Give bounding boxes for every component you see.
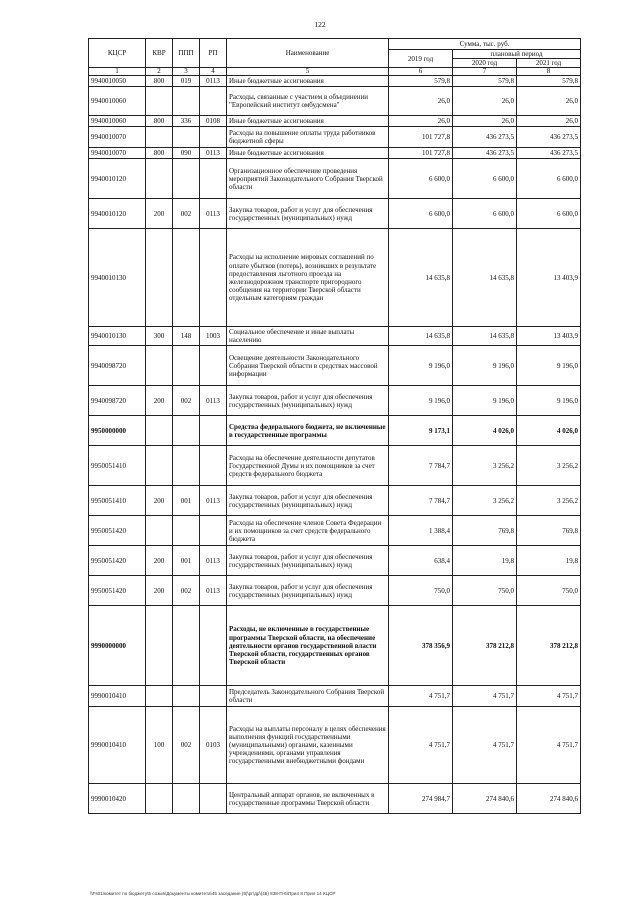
cell-value-2019: 101 727,8 <box>389 148 453 159</box>
cell-rp: 0108 <box>200 116 227 127</box>
cell-ppp: 002 <box>173 576 200 606</box>
cell-name: Закупка товаров, работ и услуг для обеспечения государственных (муниципальных) нужд <box>227 199 389 229</box>
cell-rp <box>200 87 227 116</box>
cell-rp <box>200 346 227 386</box>
cell-name: Организационное обеспечение проведения мероприятий Законодательного Собрания Тверской области <box>227 159 389 199</box>
cell-kvr: 800 <box>146 76 173 87</box>
cell-value-2020: 9 196,0 <box>453 386 517 416</box>
table-row <box>89 346 581 386</box>
cell-kcsr: 9990010410 <box>89 707 146 784</box>
cell-value-2021: 3 256,2 <box>517 486 581 516</box>
cell-ppp: 002 <box>173 707 200 784</box>
cell-kvr: 800 <box>146 148 173 159</box>
cell-name: Освещение деятельности Законодательного Собрания Тверской области в средствах массовой информации <box>227 346 389 386</box>
column-index: 8 <box>517 68 581 76</box>
cell-rp <box>200 686 227 707</box>
cell-value-2021: 436 273,5 <box>517 148 581 159</box>
cell-kvr: 200 <box>146 386 173 416</box>
cell-name: Расходы на исполнение мировых соглашений по оплате убытков (потерь), возникших в результате предоставления льготного проезда на железнодорожном транспорте пригородного сообщения на территории Тверской области отдельным категориям граждан <box>227 229 389 327</box>
cell-value-2019: 7 784,7 <box>389 486 453 516</box>
cell-kvr <box>146 229 173 327</box>
column-index-row <box>89 68 581 76</box>
cell-value-2021: 4 751,7 <box>517 686 581 707</box>
cell-rp <box>200 784 227 814</box>
table-row <box>89 87 581 116</box>
header-kcsr: КЦСР <box>89 39 146 68</box>
table-row <box>89 127 581 148</box>
cell-kcsr: 9940010060 <box>89 87 146 116</box>
cell-kvr <box>146 87 173 116</box>
cell-value-2020: 436 273,5 <box>453 127 517 148</box>
column-index: 6 <box>389 68 453 76</box>
cell-value-2021: 750,0 <box>517 576 581 606</box>
cell-ppp: 019 <box>173 76 200 87</box>
cell-kcsr: 9940010120 <box>89 199 146 229</box>
cell-kvr <box>146 784 173 814</box>
cell-ppp: 336 <box>173 116 200 127</box>
cell-kcsr: 9990010410 <box>89 686 146 707</box>
cell-kcsr: 9950051420 <box>89 516 146 546</box>
cell-value-2019: 6 600,0 <box>389 199 453 229</box>
header-sum: Сумма, тыс. руб. <box>389 39 581 50</box>
cell-value-2020: 6 600,0 <box>453 159 517 199</box>
cell-value-2019: 26,0 <box>389 87 453 116</box>
cell-value-2019: 378 356,9 <box>389 606 453 686</box>
cell-value-2019: 579,8 <box>389 76 453 87</box>
table-row <box>89 446 581 486</box>
cell-value-2020: 750,0 <box>453 576 517 606</box>
cell-value-2019: 750,0 <box>389 576 453 606</box>
table-row <box>89 784 581 814</box>
cell-ppp <box>173 127 200 148</box>
table-row <box>89 686 581 707</box>
cell-value-2021: 26,0 <box>517 87 581 116</box>
cell-ppp: 148 <box>173 327 200 346</box>
cell-value-2020: 6 600,0 <box>453 199 517 229</box>
cell-kcsr: 9940010060 <box>89 116 146 127</box>
cell-rp: 0113 <box>200 199 227 229</box>
cell-rp: 0103 <box>200 707 227 784</box>
column-index: 4 <box>200 68 227 76</box>
header-rp: РП <box>200 39 227 68</box>
header-kvr: КВР <box>146 39 173 68</box>
cell-kcsr: 9950051410 <box>89 486 146 516</box>
cell-name: Иные бюджетные ассигнования <box>227 148 389 159</box>
table-row <box>89 159 581 199</box>
cell-rp: 0113 <box>200 576 227 606</box>
cell-value-2021: 6 600,0 <box>517 199 581 229</box>
cell-kvr <box>146 446 173 486</box>
cell-rp: 0113 <box>200 486 227 516</box>
cell-rp <box>200 516 227 546</box>
cell-value-2019: 9 196,0 <box>389 386 453 416</box>
cell-value-2020: 26,0 <box>453 116 517 127</box>
cell-rp: 0113 <box>200 76 227 87</box>
cell-value-2020: 274 840,6 <box>453 784 517 814</box>
cell-name: Закупка товаров, работ и услуг для обеспечения государственных (муниципальных) нужд <box>227 546 389 576</box>
cell-value-2020: 436 273,5 <box>453 148 517 159</box>
table-row <box>89 386 581 416</box>
cell-kcsr: 9940098720 <box>89 346 146 386</box>
cell-name: Расходы, связанные с участием в объединении "Европейский институт омбудсмена" <box>227 87 389 116</box>
cell-value-2021: 3 256,2 <box>517 446 581 486</box>
column-index: 3 <box>173 68 200 76</box>
cell-ppp: 002 <box>173 199 200 229</box>
cell-value-2021: 9 196,0 <box>517 386 581 416</box>
cell-value-2020: 14 635,8 <box>453 327 517 346</box>
header-year-2019: 2019 год <box>389 50 453 68</box>
table-body <box>89 76 581 814</box>
cell-value-2020: 4 751,7 <box>453 707 517 784</box>
cell-kvr <box>146 686 173 707</box>
cell-kcsr: 9950051410 <box>89 446 146 486</box>
table-row <box>89 606 581 686</box>
cell-kvr: 200 <box>146 199 173 229</box>
cell-name: Закупка товаров, работ и услуг для обеспечения государственных (муниципальных) нужд <box>227 576 389 606</box>
table-row <box>89 707 581 784</box>
cell-kvr: 800 <box>146 116 173 127</box>
cell-rp: 0113 <box>200 546 227 576</box>
cell-ppp: 001 <box>173 546 200 576</box>
cell-kcsr: 9940098720 <box>89 386 146 416</box>
cell-kcsr: 9940010120 <box>89 159 146 199</box>
cell-value-2020: 378 212,8 <box>453 606 517 686</box>
cell-name: Закупка товаров, работ и услуг для обеспечения государственных (муниципальных) нужд <box>227 486 389 516</box>
cell-ppp <box>173 229 200 327</box>
cell-ppp <box>173 606 200 686</box>
cell-value-2021: 26,0 <box>517 116 581 127</box>
cell-rp <box>200 127 227 148</box>
column-index: 1 <box>89 68 146 76</box>
column-index: 5 <box>227 68 389 76</box>
table-row <box>89 229 581 327</box>
table-row <box>89 76 581 87</box>
cell-name: Расходы, не включенные в государственные программы Тверской области, на обеспечение деятельности органов государственной власти Тверской области, государственных органов Тверской области <box>227 606 389 686</box>
cell-ppp: 001 <box>173 486 200 516</box>
cell-value-2020: 579,8 <box>453 76 517 87</box>
cell-rp: 0113 <box>200 386 227 416</box>
cell-kcsr: 9940010130 <box>89 229 146 327</box>
cell-rp <box>200 606 227 686</box>
cell-value-2019: 101 727,8 <box>389 127 453 148</box>
cell-value-2021: 378 212,8 <box>517 606 581 686</box>
cell-value-2020: 4 751,7 <box>453 686 517 707</box>
table-row <box>89 486 581 516</box>
cell-rp <box>200 446 227 486</box>
cell-kvr: 100 <box>146 707 173 784</box>
cell-kcsr: 9950051420 <box>89 576 146 606</box>
table-row <box>89 199 581 229</box>
cell-name: Иные бюджетные ассигнования <box>227 116 389 127</box>
cell-value-2019: 14 635,8 <box>389 327 453 346</box>
cell-ppp <box>173 346 200 386</box>
cell-kcsr: 9940010130 <box>89 327 146 346</box>
budget-table <box>88 38 581 814</box>
cell-value-2021: 6 600,0 <box>517 159 581 199</box>
cell-value-2019: 14 635,8 <box>389 229 453 327</box>
cell-ppp <box>173 159 200 199</box>
header-year-2021: 2021 год <box>517 59 581 68</box>
cell-ppp <box>173 87 200 116</box>
cell-value-2019: 4 751,7 <box>389 686 453 707</box>
cell-rp <box>200 229 227 327</box>
cell-value-2019: 274 984,7 <box>389 784 453 814</box>
cell-value-2019: 638,4 <box>389 546 453 576</box>
cell-kvr <box>146 516 173 546</box>
cell-value-2019: 9 196,0 <box>389 346 453 386</box>
cell-value-2021: 19,8 <box>517 546 581 576</box>
cell-value-2019: 9 173,1 <box>389 416 453 446</box>
cell-rp: 0113 <box>200 148 227 159</box>
cell-kvr: 300 <box>146 327 173 346</box>
cell-value-2021: 579,8 <box>517 76 581 87</box>
cell-kvr <box>146 159 173 199</box>
cell-ppp <box>173 416 200 446</box>
cell-kvr: 200 <box>146 546 173 576</box>
cell-kvr: 200 <box>146 486 173 516</box>
cell-value-2019: 6 600,0 <box>389 159 453 199</box>
cell-name: Средства федерального бюджета, не включенные в государственные программы <box>227 416 389 446</box>
cell-value-2020: 769,8 <box>453 516 517 546</box>
cell-value-2021: 13 403,9 <box>517 327 581 346</box>
cell-kcsr: 9940010050 <box>89 76 146 87</box>
cell-value-2020: 14 635,8 <box>453 229 517 327</box>
cell-name: Председатель Законодательного Собрания Тверской области <box>227 686 389 707</box>
cell-kcsr: 9940010070 <box>89 127 146 148</box>
cell-value-2021: 436 273,5 <box>517 127 581 148</box>
table-row <box>89 546 581 576</box>
cell-kcsr: 9990010420 <box>89 784 146 814</box>
table-row <box>89 416 581 446</box>
footer-file-path: \\Fs01\комитет по бюджету\5 созыв\Документы комитета\45 заседание (9)\рг\др\(45) 838-П-6\Прил 8 Прил 14 КЦСР <box>90 891 336 896</box>
cell-name: Иные бюджетные ассигнования <box>227 76 389 87</box>
table-row <box>89 148 581 159</box>
table-row <box>89 576 581 606</box>
cell-rp <box>200 416 227 446</box>
cell-kvr: 200 <box>146 576 173 606</box>
cell-value-2020: 26,0 <box>453 87 517 116</box>
cell-value-2019: 1 388,4 <box>389 516 453 546</box>
cell-name: Расходы на обеспечение деятельности депутатов Государственной Думы и их помощников за счет средств федерального бюджета <box>227 446 389 486</box>
cell-kcsr: 9940010070 <box>89 148 146 159</box>
header-plan-period: плановый период <box>453 50 581 59</box>
cell-name: Расходы на выплаты персоналу в целях обеспечения выполнения функций государственными (муниципальными) органами, казенными учреждениями, органами управления государственными внебюджетными фондами <box>227 707 389 784</box>
cell-name: Расходы на обеспечение членов Совета Федерации и их помощников за счет средств федерального бюджета <box>227 516 389 546</box>
cell-kvr <box>146 346 173 386</box>
cell-rp: 1003 <box>200 327 227 346</box>
cell-value-2020: 19,8 <box>453 546 517 576</box>
cell-name: Закупка товаров, работ и услуг для обеспечения государственных (муниципальных) нужд <box>227 386 389 416</box>
cell-name: Социальное обеспечение и иные выплаты населению <box>227 327 389 346</box>
cell-kvr <box>146 127 173 148</box>
cell-value-2021: 4 026,0 <box>517 416 581 446</box>
cell-value-2019: 7 784,7 <box>389 446 453 486</box>
cell-name: Расходы на повышение оплаты труда работников бюджетной сферы <box>227 127 389 148</box>
cell-kcsr: 9990000000 <box>89 606 146 686</box>
cell-value-2021: 4 751,7 <box>517 707 581 784</box>
page-number: 122 <box>314 20 326 29</box>
table-row <box>89 516 581 546</box>
cell-value-2020: 9 196,0 <box>453 346 517 386</box>
column-index: 2 <box>146 68 173 76</box>
cell-ppp <box>173 686 200 707</box>
header-ppp: ППП <box>173 39 200 68</box>
header-name: Наименование <box>227 39 389 68</box>
cell-value-2019: 4 751,7 <box>389 707 453 784</box>
cell-ppp <box>173 446 200 486</box>
cell-ppp <box>173 784 200 814</box>
cell-value-2021: 274 840,6 <box>517 784 581 814</box>
table-row <box>89 327 581 346</box>
cell-value-2020: 4 026,0 <box>453 416 517 446</box>
cell-kvr <box>146 606 173 686</box>
cell-value-2021: 769,8 <box>517 516 581 546</box>
cell-ppp <box>173 516 200 546</box>
cell-kvr <box>146 416 173 446</box>
cell-ppp: 002 <box>173 386 200 416</box>
cell-value-2020: 3 256,2 <box>453 486 517 516</box>
cell-kcsr: 9950000000 <box>89 416 146 446</box>
cell-value-2021: 13 403,9 <box>517 229 581 327</box>
table-row <box>89 116 581 127</box>
column-index: 7 <box>453 68 517 76</box>
cell-value-2021: 9 196,0 <box>517 346 581 386</box>
cell-value-2020: 3 256,2 <box>453 446 517 486</box>
cell-rp <box>200 159 227 199</box>
cell-value-2019: 26,0 <box>389 116 453 127</box>
header-year-2020: 2020 год <box>453 59 517 68</box>
cell-kcsr: 9950051420 <box>89 546 146 576</box>
cell-name: Центральный аппарат органов, не включенных в государственные программы Тверской области <box>227 784 389 814</box>
cell-ppp: 090 <box>173 148 200 159</box>
